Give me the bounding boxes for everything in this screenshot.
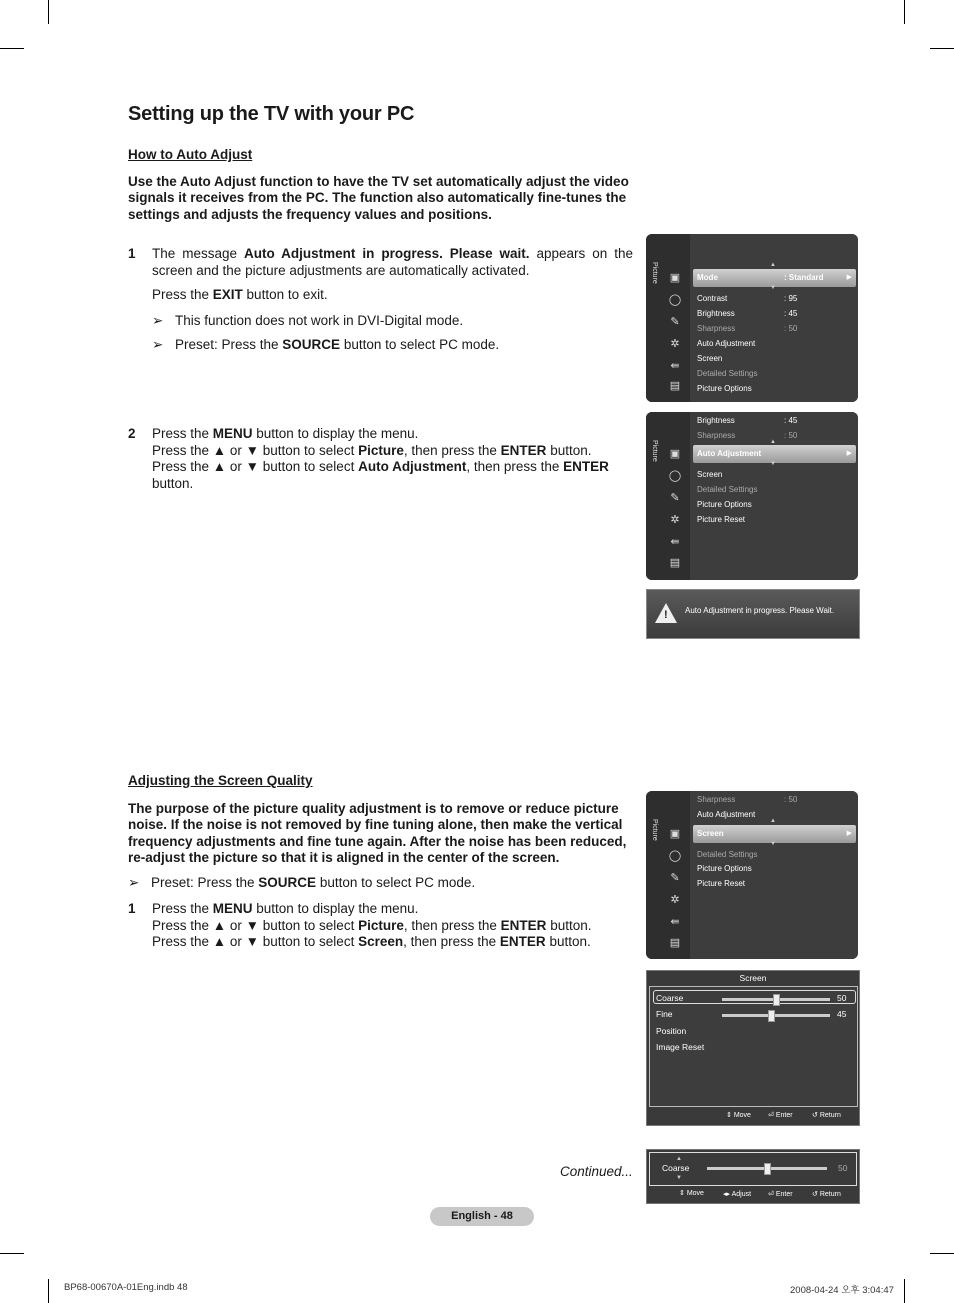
- scroll-down-icon: ▼: [770, 841, 776, 847]
- step-exit-text: Press the EXIT button to exit.: [152, 287, 328, 302]
- menu-item[interactable]: Brightness : 45: [697, 309, 798, 318]
- screen-item-fine[interactable]: Fine: [656, 1009, 673, 1019]
- step-text: The message Auto Adjustment in progress. Please wait. appears on the screen and the picture adjustments are automatically activated.: [152, 246, 634, 278]
- menu-item[interactable]: Picture Reset: [697, 515, 746, 524]
- note: ➢ Preset: Press the SOURCE button to select PC mode.: [128, 875, 476, 890]
- setup-icon: ✲: [670, 338, 680, 350]
- coarse-adjust-slider[interactable]: [707, 1167, 827, 1170]
- scroll-up-icon: ▲: [770, 439, 776, 445]
- picture-icon: ▣: [669, 272, 681, 284]
- right-arrow-icon: ▶: [846, 450, 852, 457]
- menu-item[interactable]: Sharpness : 50: [697, 324, 798, 333]
- step-text: Press the MENU button to display the menu. Press the ▲ or ▼ button to select Picture, then press the ENTER button. Press the ▲ or ▼ button to select Auto Adjustment, then press the ENTER button.: [152, 426, 609, 491]
- selection-frame: [653, 990, 856, 1004]
- section-intro-screen-quality: The purpose of the picture quality adjustment is to remove or reduce picture noise. If the noise is not removed by fine tuning alone, then make the vertical frequency adjustments and fine tune again. After the noise has been reduced, re-adjust the picture so that it is aligned in the center of the screen.: [128, 801, 627, 865]
- coarse-value: 50: [837, 993, 847, 1003]
- crop-mark: [48, 1279, 49, 1303]
- coarse-slider[interactable]: [722, 998, 830, 1001]
- picture-icon: ▣: [669, 448, 681, 460]
- message-text: Auto Adjustment in progress. Please Wait.: [685, 606, 835, 615]
- section-heading-screen-quality: Adjusting the Screen Quality: [128, 773, 313, 788]
- coarse-label: Coarse: [662, 1163, 690, 1173]
- slider-knob[interactable]: [764, 1163, 771, 1175]
- step-text: Press the MENU button to display the menu. Press the ▲ or ▼ button to select Picture, then press the ENTER button. Press the ▲ or ▼ button to select Screen, then press the ENTER button.: [152, 901, 592, 949]
- move-hint: ⇕ Move: [679, 1190, 704, 1197]
- application-icon: ▤: [669, 937, 681, 949]
- menu-item[interactable]: Detailed Settings: [697, 850, 758, 859]
- channel-icon: ✎: [670, 316, 680, 328]
- continued-label: Continued...: [560, 1164, 633, 1179]
- fine-value: 45: [837, 1009, 847, 1019]
- crop-mark: [930, 1253, 954, 1254]
- channel-icon: ✎: [670, 492, 680, 504]
- setup-icon: ✲: [670, 514, 680, 526]
- up-icon: ▲: [676, 1156, 682, 1162]
- coarse-adjust-value: 50: [838, 1163, 848, 1173]
- return-hint: ↺ Return: [812, 1191, 841, 1198]
- menu-item[interactable]: Detailed Settings: [697, 369, 758, 378]
- crop-mark: [930, 48, 954, 49]
- step-number: 2: [128, 426, 136, 441]
- menu-item[interactable]: Auto Adjustment: [697, 810, 756, 819]
- scroll-down-icon: ▼: [770, 285, 776, 291]
- picture-menu-osd: [646, 791, 858, 959]
- menu-item[interactable]: Picture Reset: [697, 879, 746, 888]
- adjust-hint: ◂▸ Adjust: [723, 1191, 752, 1198]
- note: ➢ Preset: Press the SOURCE button to select PC mode.: [152, 337, 500, 352]
- arrow-icon: ➢: [152, 337, 164, 352]
- file-slug: BP68-00670A-01Eng.indb 48: [64, 1282, 188, 1293]
- menu-item[interactable]: Contrast : 95: [697, 294, 798, 303]
- menu-item[interactable]: Picture Options: [697, 384, 752, 393]
- scroll-down-icon: ▼: [770, 461, 776, 467]
- arrow-icon: ➢: [152, 313, 164, 328]
- auto-adjust-message-box: [646, 589, 860, 639]
- screen-item-position[interactable]: Position: [656, 1026, 687, 1036]
- slider-knob[interactable]: [768, 1010, 775, 1022]
- menu-item[interactable]: Screen: [697, 354, 723, 363]
- move-hint: ⇕ Move: [726, 1112, 751, 1119]
- menu-item[interactable]: Sharpness : 50: [697, 795, 798, 804]
- return-icon: ↺: [812, 1191, 818, 1198]
- screen-submenu-title: Screen: [739, 973, 767, 983]
- right-arrow-icon: ▶: [846, 830, 852, 837]
- menu-item[interactable]: Picture Options: [697, 864, 752, 873]
- fine-slider[interactable]: [722, 1014, 830, 1017]
- application-icon: ▤: [669, 557, 681, 569]
- enter-icon: ⏎: [768, 1112, 774, 1119]
- return-icon: ↺: [812, 1112, 818, 1119]
- screen-item-image-reset[interactable]: Image Reset: [656, 1042, 705, 1052]
- right-arrow-icon: ▶: [846, 274, 852, 281]
- page-title: Setting up the TV with your PC: [128, 103, 415, 125]
- menu-item[interactable]: Sharpness : 50: [697, 431, 798, 440]
- input-icon: ⇚: [670, 536, 680, 548]
- scroll-up-icon: ▲: [770, 818, 776, 824]
- sound-icon: ◯: [668, 294, 682, 306]
- enter-hint: ⏎ Enter: [768, 1112, 793, 1119]
- coarse-adjust-bar: [646, 1149, 860, 1204]
- note: ➢ This function does not work in DVI-Digital mode.: [152, 313, 464, 328]
- crop-mark: [904, 0, 905, 24]
- crop-mark: [904, 1279, 905, 1303]
- menu-item-screen[interactable]: Screen ▶: [693, 825, 856, 843]
- menu-item[interactable]: Brightness : 45: [697, 416, 798, 425]
- crop-mark: [0, 48, 24, 49]
- menu-item-auto-adjustment[interactable]: Auto Adjustment ▶: [693, 445, 856, 463]
- picture-menu-osd: [646, 412, 858, 580]
- menu-item-mode[interactable]: Mode : Standard ▶: [693, 269, 856, 287]
- osd-side-label: Picture: [651, 262, 658, 284]
- input-icon: ⇚: [670, 360, 680, 372]
- updown-icon: ⇕: [679, 1190, 685, 1197]
- crop-mark: [0, 1253, 24, 1254]
- section-heading-auto-adjust: How to Auto Adjust: [128, 147, 253, 162]
- step-number: 1: [128, 901, 136, 916]
- down-icon: ▼: [676, 1175, 682, 1181]
- menu-item[interactable]: Auto Adjustment: [697, 339, 756, 348]
- setup-icon: ✲: [670, 894, 680, 906]
- slider-knob[interactable]: [773, 994, 780, 1006]
- coarse-adjust-panel: [649, 1152, 857, 1186]
- screen-submenu-panel: [649, 986, 858, 1107]
- step-number: 1: [128, 246, 136, 261]
- crop-mark: [48, 0, 49, 24]
- input-icon: ⇚: [670, 916, 680, 928]
- exclamation-icon: !: [664, 609, 668, 621]
- osd-side-label: Picture: [651, 440, 658, 462]
- menu-item[interactable]: Detailed Settings: [697, 485, 758, 494]
- leftright-icon: ◂▸: [723, 1191, 731, 1198]
- arrow-icon: ➢: [128, 875, 140, 890]
- section-intro-auto-adjust: Use the Auto Adjust function to have the TV set automatically adjust the video signals it receives from the PC. The function also automatically fine-tunes the settings and adjusts the frequency values and positions.: [128, 174, 629, 222]
- scroll-up-icon: ▲: [770, 262, 776, 268]
- date-slug: 2008-04-24 오후 3:04:47: [790, 1285, 894, 1296]
- return-hint: ↺ Return: [812, 1112, 841, 1119]
- screen-submenu: [646, 970, 860, 1126]
- page-number: English - 48: [430, 1207, 534, 1226]
- sound-icon: ◯: [668, 850, 682, 862]
- sound-icon: ◯: [668, 470, 682, 482]
- updown-icon: ⇕: [726, 1112, 732, 1119]
- screen-item-coarse[interactable]: Coarse: [656, 993, 684, 1003]
- picture-menu-osd: [646, 234, 858, 402]
- menu-item[interactable]: Screen: [697, 470, 723, 479]
- enter-hint: ⏎ Enter: [768, 1191, 793, 1198]
- enter-icon: ⏎: [768, 1191, 774, 1198]
- picture-icon: ▣: [669, 828, 681, 840]
- osd-side-label: Picture: [651, 819, 658, 841]
- menu-item[interactable]: Picture Options: [697, 500, 752, 509]
- application-icon: ▤: [669, 380, 681, 392]
- channel-icon: ✎: [670, 872, 680, 884]
